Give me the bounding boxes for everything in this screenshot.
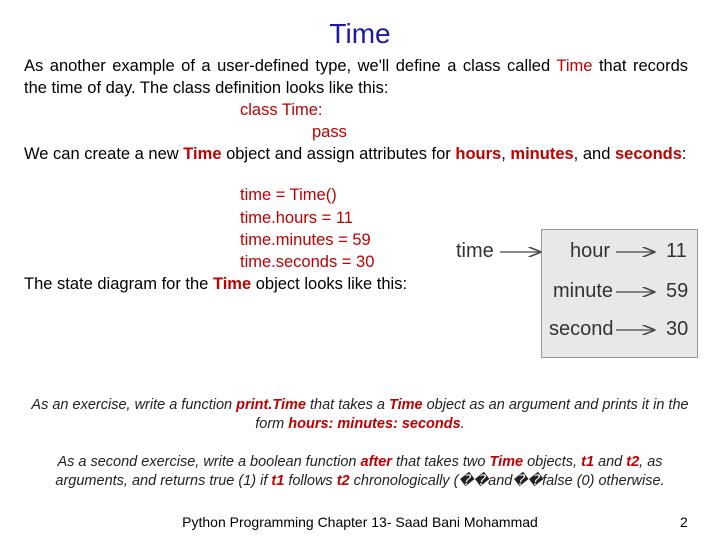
code-pass-line: pass — [312, 123, 347, 141]
page-number: 2 — [680, 514, 688, 530]
state-hl-time: Time — [212, 275, 252, 293]
create-text-4: , and — [573, 145, 615, 163]
code-line-2: time.hours = 11 — [240, 209, 353, 227]
exercise-2 — [30, 453, 690, 491]
ex2-text-a: As a second exercise, write a boolean function — [57, 454, 361, 470]
code-line-4: time.seconds = 30 — [240, 253, 375, 271]
create-text-2: object and assign attributes for — [221, 145, 456, 163]
ex1-text-g: . — [460, 416, 465, 432]
diagram-var-label: time — [456, 240, 494, 262]
diagram-value-hour: 11 — [666, 240, 687, 262]
ex1-format: hours: minutes: seconds — [288, 416, 461, 432]
ex2-text-g: and — [594, 454, 627, 470]
intro-text-2: that records the time of day. The class definition looks like this: — [24, 57, 688, 97]
create-text-3: , — [501, 145, 511, 163]
diagram-value-second: 30 — [666, 318, 689, 340]
ex2-t2-b: t2 — [336, 473, 350, 489]
code-line-1: time = Time() — [240, 186, 337, 204]
ex2-text-e: objects, — [523, 454, 582, 470]
intro-class-name: Time — [556, 57, 593, 75]
ex2-text-k: follows — [284, 473, 337, 489]
slide-title: Time — [329, 18, 391, 49]
create-hl-time: Time — [183, 145, 222, 163]
diagram-attr-hour: hour — [570, 240, 611, 262]
intro-text-1: As another example of a user-defined type, we'll define a class called — [24, 57, 557, 75]
ex2-func-name: after — [360, 454, 392, 470]
diagram-attr-second: second — [549, 318, 614, 340]
ex1-text-e: object as an argument and prints it in the form — [255, 397, 689, 432]
ex2-t1-b: t1 — [271, 473, 285, 489]
ex2-text-c: that takes two — [391, 454, 490, 470]
ex2-t1: t1 — [581, 454, 595, 470]
exercise-1 — [30, 396, 690, 434]
diagram-attr-minute: minute — [553, 280, 614, 302]
ex1-text-c: that takes a — [305, 397, 389, 413]
ex1-func-name: print.Time — [236, 397, 306, 413]
create-hl-seconds: seconds — [614, 145, 682, 163]
create-hl-minutes: minutes — [510, 145, 574, 163]
code-line-3: time.minutes = 59 — [240, 231, 371, 249]
ex2-text-i: , as arguments, and returns true (1) if — [55, 454, 663, 489]
code-class-line: class Time: — [240, 101, 323, 119]
create-text-1: We can create a new — [24, 145, 184, 163]
create-text-5: : — [681, 145, 687, 163]
ex2-t2: t2 — [626, 454, 640, 470]
ex1-time: Time — [388, 397, 423, 413]
state-text-1: The state diagram for the — [24, 275, 213, 293]
ex2-time: Time — [489, 454, 524, 470]
diagram-value-minute: 59 — [666, 280, 689, 302]
footer-text: Python Programming Chapter 13- Saad Bani Mohammad — [182, 514, 538, 530]
ex2-text-m: chronologically (��and��false (0) otherwise. — [349, 473, 665, 489]
state-text-2: object looks like this: — [251, 275, 408, 293]
create-hl-hours: hours — [455, 145, 502, 163]
ex1-text-a: As an exercise, write a function — [31, 397, 237, 413]
